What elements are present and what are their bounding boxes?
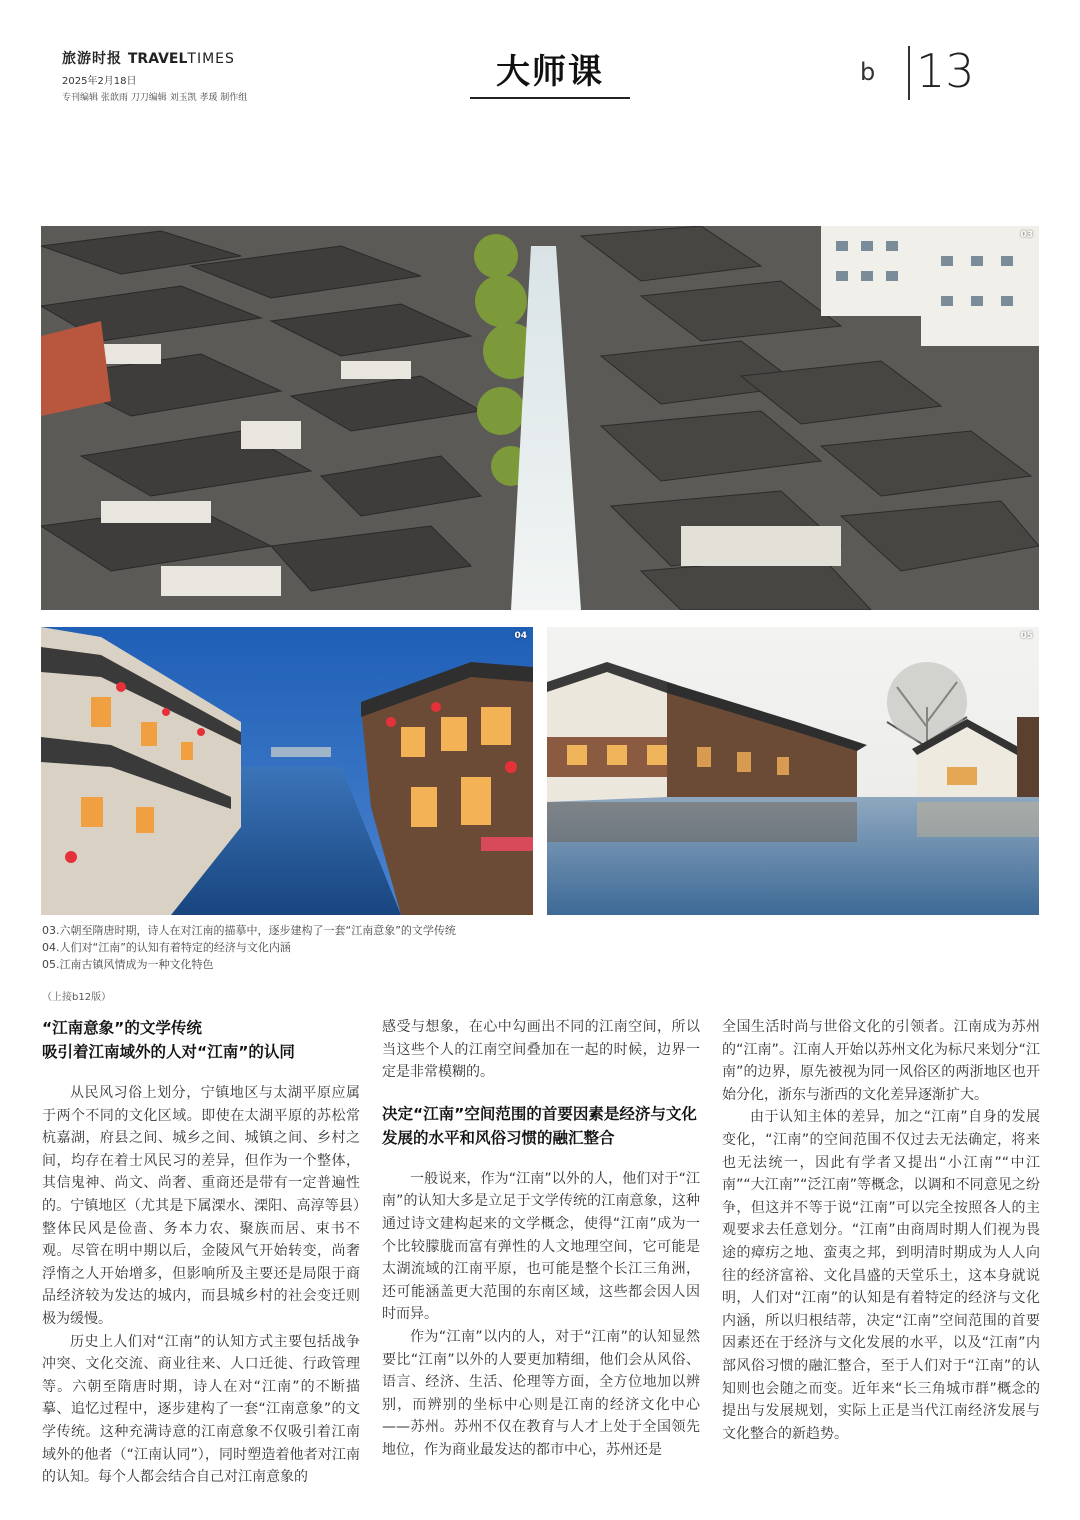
article-subheading-2: 决定“江南”空间范围的首要因素是经济与文化发展的水平和风俗习惯的融汇整合 (382, 1104, 697, 1147)
issue-date: 2025年2月18日 (62, 76, 137, 87)
paragraph-continued: 感受与想象，在心中勾画出不同的江南空间，所以当这些个人的江南空间叠加在一起的时候，边界一定是非常模糊的。 (382, 1019, 700, 1081)
page-section-letter: b (860, 58, 882, 86)
photo-water-town-reflection (547, 627, 1039, 915)
article-subheading-1 (42, 1016, 360, 1064)
paragraph: 一般说来，作为“江南”以外的人，他们对于“江南”的认知大多是立足于文学传统的江南意象，这种通过诗文建构起来的文学概念，使得“江南”成为一个比较朦胧而富有弹性的人文地理空间，它可能是太湖流域的江南平原，也可能是整个长江三角洲，还可能涵盖更大范围的东南区域，这些都会因人因时而异。 (382, 1170, 700, 1323)
paragraph: 从民风习俗上划分，宁镇地区与太湖平原应属于两个不同的文化区域。即使在太湖平原的苏松常杭嘉湖，府县之间、城乡之间、城镇之间、乡村之间，均存在着士风民习的差异，但作为一个整体，其信鬼神、尚文、尚奢、重商还是带有一定普遍性的。宁镇地区（尤其是下属溧水、溧阳、高淳等县）整体民风是俭啬、务本力农、聚族而居、束书不观。尽管在明中期以后，金陵风气开始转变，尚奢浮惰之人开始增多，但影响所及主要还是局限于商品经济较为发达的城内，而县城乡村的社会变迁则极为缓慢。 (42, 1085, 360, 1327)
article-column-3 (722, 1016, 1040, 1445)
newspaper-name-en-bold: TRAVEL (127, 51, 188, 67)
section-title: 大师课 (496, 52, 604, 92)
photo-number: 05 (1020, 631, 1033, 641)
aerial-town-illustration (41, 226, 1039, 610)
continued-from-note: （上接b12版） (42, 992, 112, 1003)
subheading-1-line-2: 吸引着江南域外的人对“江南”的认同 (42, 1043, 295, 1061)
page-number-divider (908, 46, 910, 100)
masthead (62, 48, 322, 103)
paragraph: 历史上人们对“江南”的认知方式主要包括战争冲突、文化交流、商业往来、人口迁徙、行政管理等。六朝至隋唐时期，诗人在对“江南”的不断描摹、追忆过程中，逐步建构了一套“江南意象”的文学传统。这种充满诗意的江南意象不仅吸引着江南域外的他者（“江南认同”），同时塑造着他者对江南的认知。每个人都会结合自己对江南意象的 (42, 1333, 360, 1486)
paragraph-continued: 全国生活时尚与世俗文化的引领者。江南成为苏州的“江南”。江南人开始以苏州文化为标尺来划分“江南”的边界，原先被视为同一风俗区的两浙地区也开始分化，浙东与浙西的文化差异逐渐扩大。 (722, 1019, 1040, 1103)
article-column-2 (382, 1016, 700, 1462)
photo-aerial-water-town (41, 226, 1039, 610)
caption-03: 03.六朝至隋唐时期，诗人在对江南的描摹中，逐步建构了一套“江南意象”的文学传统 (42, 924, 456, 937)
canal-night-illustration (41, 627, 533, 915)
water-reflection-illustration (547, 627, 1039, 915)
newspaper-name (62, 48, 322, 68)
subheading-1-line-1: “江南意象”的文学传统 (42, 1019, 202, 1037)
article-column-1 (42, 1016, 360, 1489)
newspaper-name-en-light: TIMES (187, 51, 235, 67)
paragraph: 由于认知主体的差异，加之“江南”自身的发展变化，“江南”的空间范围不仅过去无法确定，将来也无法统一，因此有学者又提出“小江南”“中江南”“大江南”“泛江南”等概念，以调和不同意见之纷争，但这并不等于说“江南”可以完全按照各人的主观要求去任意划分。“江南”由商周时期人们视为畏途的瘴疠之地、蛮夷之邦，到明清时期成为人人向往的经济富裕、文化昌盛的天堂乐土，这本身就说明，人们对“江南”的认知是有着特定的经济与文化内涵，所以归根结蒂，决定“江南”空间范围的首要因素还在于经济与文化发展的水平，以及“江南”内部风俗习惯的融汇整合，至于人们对于“江南”的认知则也会随之而变。近年来“长三角城市群”概念的提出与发展规划，实际上正是当代江南经济发展与文化整合的新趋势。 (722, 1109, 1040, 1442)
photo-captions (42, 922, 642, 973)
paragraph: 作为“江南”以内的人，对于“江南”的认知显然要比“江南”以外的人要更加精细，他们会从风俗、语言、经济、生活、伦理等方面，全方位地加以辨别，而辨别的坐标中心则是江南的经济文化中心——苏州。苏州不仅在教育与人才上处于全国领先地位，作为商业最发达的都市中心，苏州还是 (382, 1328, 700, 1458)
section-title-underline (470, 97, 630, 99)
photo-canal-street-night (41, 627, 533, 915)
page-number-block (860, 44, 980, 102)
caption-05: 05.江南古镇风情成为一种文化特色 (42, 958, 214, 971)
newspaper-name-cn: 旅游时报 (62, 51, 122, 67)
photo-number: 04 (514, 631, 527, 641)
page-number: 13 (916, 44, 975, 98)
caption-04: 04.人们对“江南”的认知有着特定的经济与文化内涵 (42, 941, 291, 954)
editor-credits: 专刊编辑 张歆雨 刀刀编辑 刘玉凯 孝瑗 制作组 (62, 93, 248, 103)
photo-number: 03 (1020, 230, 1033, 240)
